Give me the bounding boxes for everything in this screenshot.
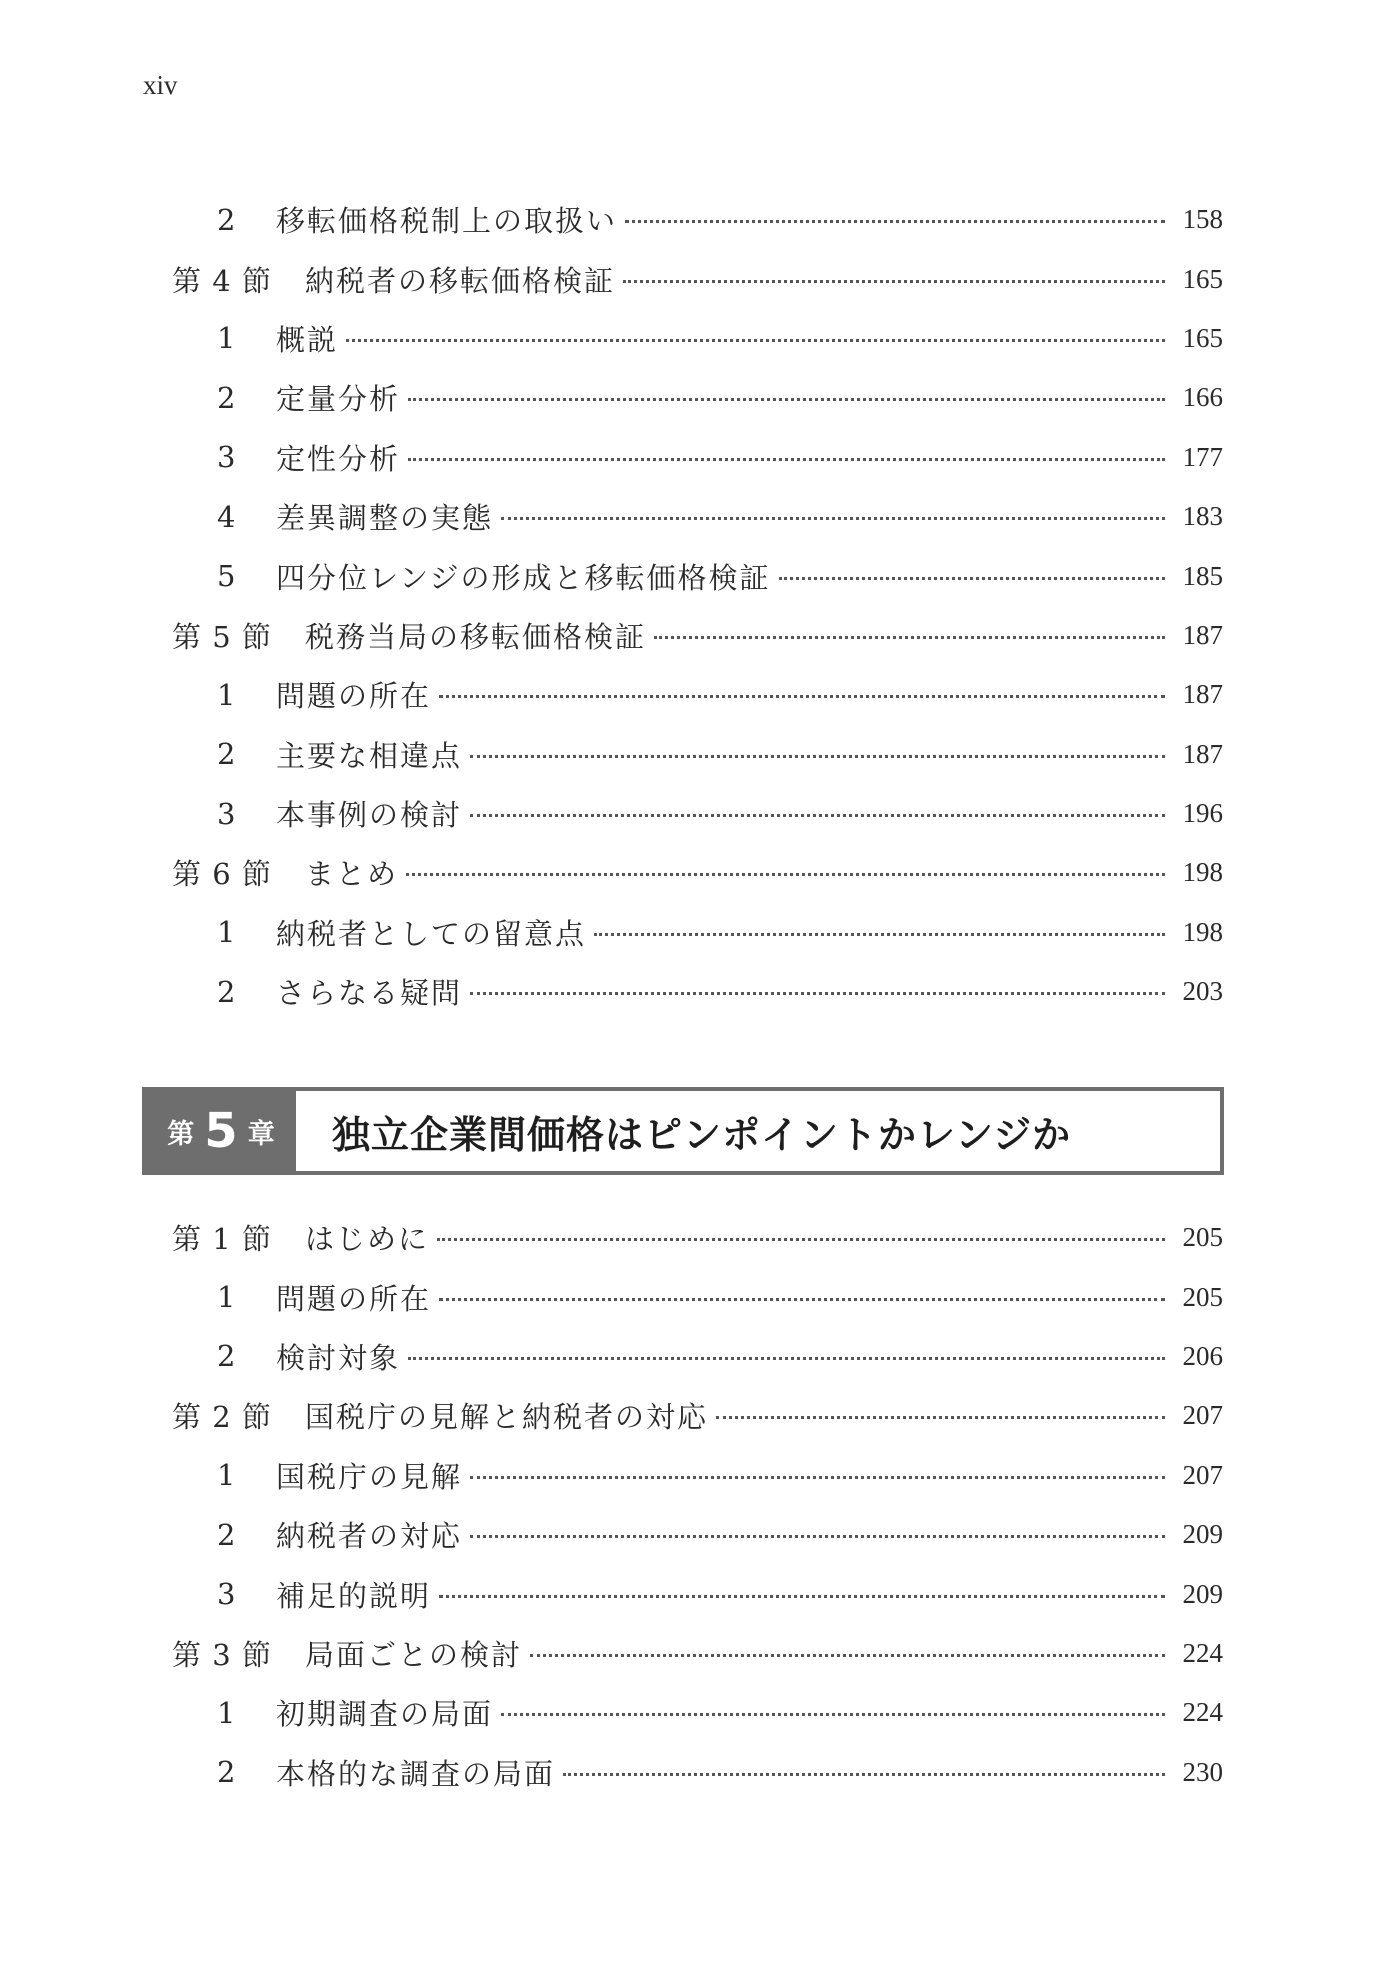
toc-entry[interactable] [172, 665, 1223, 724]
toc-entry-number: 2 [217, 1339, 236, 1374]
toc-entry[interactable] [172, 903, 1223, 962]
dot-leader [439, 695, 1165, 698]
toc-section-number: 第 4 節 [172, 263, 272, 298]
toc-entry[interactable] [172, 1683, 1223, 1742]
toc-entry-page: 209 [1182, 1519, 1223, 1550]
dot-leader [408, 1357, 1165, 1360]
toc-entry[interactable] [172, 725, 1223, 784]
dot-leader [346, 339, 1165, 342]
toc-entry-title: 本格的な調査の局面 [276, 1756, 556, 1791]
dot-leader [439, 1595, 1165, 1598]
toc-entry-title: 納税者としての留意点 [276, 916, 587, 951]
toc-entry-number: 1 [217, 915, 236, 950]
toc-entry-title: 差異調整の実態 [276, 501, 494, 536]
toc-entry[interactable] [172, 1505, 1223, 1564]
chapter-banner[interactable] [142, 1087, 1224, 1175]
toc-entry-number: 3 [217, 1577, 236, 1612]
toc-entry-page: 166 [1182, 382, 1223, 413]
toc-section-page: 224 [1182, 1637, 1223, 1668]
toc-list-chapter-4 [172, 190, 1223, 1021]
toc-entry-page: 207 [1182, 1459, 1223, 1490]
toc-entry-title: 検討対象 [276, 1340, 401, 1375]
dot-leader [470, 1535, 1165, 1538]
toc-entry-number: 2 [217, 737, 236, 772]
toc-entry[interactable] [172, 428, 1223, 487]
dot-leader [470, 755, 1165, 758]
toc-entry[interactable] [172, 1564, 1223, 1623]
chapter-label-prefix: 第 [167, 1118, 195, 1150]
toc-entry-title: 納税者の対応 [276, 1519, 463, 1554]
toc-entry-number: 3 [217, 440, 236, 475]
toc-entry-number: 1 [217, 1280, 236, 1315]
dot-leader [623, 280, 1165, 283]
toc-entry-title: 問題の所在 [276, 1281, 432, 1316]
toc-entry-title: 四分位レンジの形成と移転価格検証 [276, 560, 771, 595]
toc-section-entry[interactable] [172, 1624, 1223, 1683]
toc-entry[interactable] [172, 368, 1223, 427]
dot-leader [470, 814, 1165, 817]
toc-entry-page: 185 [1182, 560, 1223, 591]
toc-section-page: 207 [1182, 1400, 1223, 1431]
toc-entry-page: 224 [1182, 1697, 1223, 1728]
dot-leader [779, 577, 1165, 580]
chapter-title: 独立企業間価格はピンポイントかレンジか [332, 1112, 1072, 1157]
toc-entry[interactable] [172, 309, 1223, 368]
toc-entry-page: 187 [1182, 679, 1223, 710]
toc-entry-page: 177 [1182, 441, 1223, 472]
toc-entry[interactable] [172, 1446, 1223, 1505]
toc-section-title: まとめ [305, 857, 399, 892]
toc-entry-number: 1 [217, 321, 236, 356]
toc-entry-page: 198 [1182, 916, 1223, 947]
dot-leader [530, 1654, 1165, 1657]
toc-entry[interactable] [172, 784, 1223, 843]
toc-list-chapter-5 [172, 1208, 1223, 1802]
toc-section-page: 187 [1182, 619, 1223, 650]
toc-section-page: 198 [1182, 857, 1223, 888]
toc-entry[interactable] [172, 1327, 1223, 1386]
dot-leader [563, 1773, 1165, 1776]
toc-entry-title: 初期調査の局面 [276, 1697, 494, 1732]
toc-entry-number: 2 [217, 1755, 236, 1790]
toc-entry-number: 1 [217, 1458, 236, 1493]
toc-entry-page: 209 [1182, 1578, 1223, 1609]
toc-entry-title: 概説 [276, 322, 339, 357]
toc-entry-page: 196 [1182, 798, 1223, 829]
dot-leader [654, 636, 1165, 639]
toc-entry-title: 問題の所在 [276, 679, 432, 714]
toc-entry-title: 主要な相違点 [276, 738, 463, 773]
dot-leader [406, 873, 1165, 876]
toc-entry[interactable] [172, 487, 1223, 546]
toc-entry-number: 2 [217, 1517, 236, 1552]
chapter-label [146, 1091, 296, 1171]
toc-entry-page: 203 [1182, 976, 1223, 1007]
toc-section-number: 第 1 節 [172, 1222, 272, 1257]
dot-leader [439, 1298, 1165, 1301]
toc-entry[interactable] [172, 1267, 1223, 1326]
dot-leader [594, 933, 1165, 936]
dot-leader [501, 1713, 1165, 1716]
toc-entry-page: 187 [1182, 738, 1223, 769]
toc-entry-page: 230 [1182, 1756, 1223, 1787]
chapter-label-suffix: 章 [247, 1118, 275, 1150]
dot-leader [470, 992, 1165, 995]
toc-entry[interactable] [172, 1743, 1223, 1802]
toc-entry[interactable] [172, 546, 1223, 605]
dot-leader [716, 1416, 1165, 1419]
toc-section-number: 第 3 節 [172, 1637, 272, 1672]
toc-entry-number: 1 [217, 677, 236, 712]
toc-section-entry[interactable] [172, 249, 1223, 308]
toc-section-page: 205 [1182, 1222, 1223, 1253]
toc-section-page: 165 [1182, 263, 1223, 294]
toc-section-title: 国税庁の見解と納税者の対応 [305, 1400, 709, 1435]
toc-section-entry[interactable] [172, 1386, 1223, 1445]
toc-entry-page: 158 [1182, 204, 1223, 235]
dot-leader [625, 220, 1165, 223]
toc-entry-title: 定性分析 [276, 441, 401, 476]
toc-entry-page: 183 [1182, 501, 1223, 532]
toc-entry-number: 1 [217, 1695, 236, 1730]
chapter-number: 5 [204, 1103, 238, 1159]
toc-section-title: はじめに [305, 1222, 430, 1257]
dot-leader [437, 1238, 1165, 1241]
toc-entry[interactable] [172, 962, 1223, 1021]
toc-entry-number: 2 [217, 202, 236, 237]
toc-entry-number: 5 [217, 559, 236, 594]
toc-entry-number: 2 [217, 380, 236, 415]
toc-entry-title: 本事例の検討 [276, 798, 463, 833]
toc-section-title: 税務当局の移転価格検証 [305, 619, 647, 654]
toc-entry-page: 206 [1182, 1340, 1223, 1371]
toc-entry[interactable] [172, 190, 1223, 249]
toc-entry-number: 4 [217, 499, 236, 534]
toc-section-entry[interactable] [172, 606, 1223, 665]
toc-section-title: 納税者の移転価格検証 [305, 263, 616, 298]
toc-entry-number: 2 [217, 974, 236, 1009]
toc-entry-title: 移転価格税制上の取扱い [276, 204, 618, 239]
toc-entry-title: 国税庁の見解 [276, 1459, 463, 1494]
toc-entry-page: 205 [1182, 1281, 1223, 1312]
dot-leader [408, 398, 1165, 401]
dot-leader [501, 517, 1165, 520]
toc-section-number: 第 6 節 [172, 857, 272, 892]
page-number: xiv [143, 70, 178, 100]
toc-entry-title: 定量分析 [276, 382, 401, 417]
toc-section-number: 第 2 節 [172, 1400, 272, 1435]
toc-section-title: 局面ごとの検討 [305, 1637, 523, 1672]
dot-leader [470, 1476, 1165, 1479]
toc-section-entry[interactable] [172, 843, 1223, 902]
dot-leader [408, 458, 1165, 461]
toc-section-number: 第 5 節 [172, 619, 272, 654]
toc-section-entry[interactable] [172, 1208, 1223, 1267]
toc-entry-number: 3 [217, 796, 236, 831]
toc-entry-title: 補足的説明 [276, 1578, 432, 1613]
toc-entry-title: さらなる疑問 [276, 976, 463, 1011]
toc-entry-page: 165 [1182, 322, 1223, 353]
